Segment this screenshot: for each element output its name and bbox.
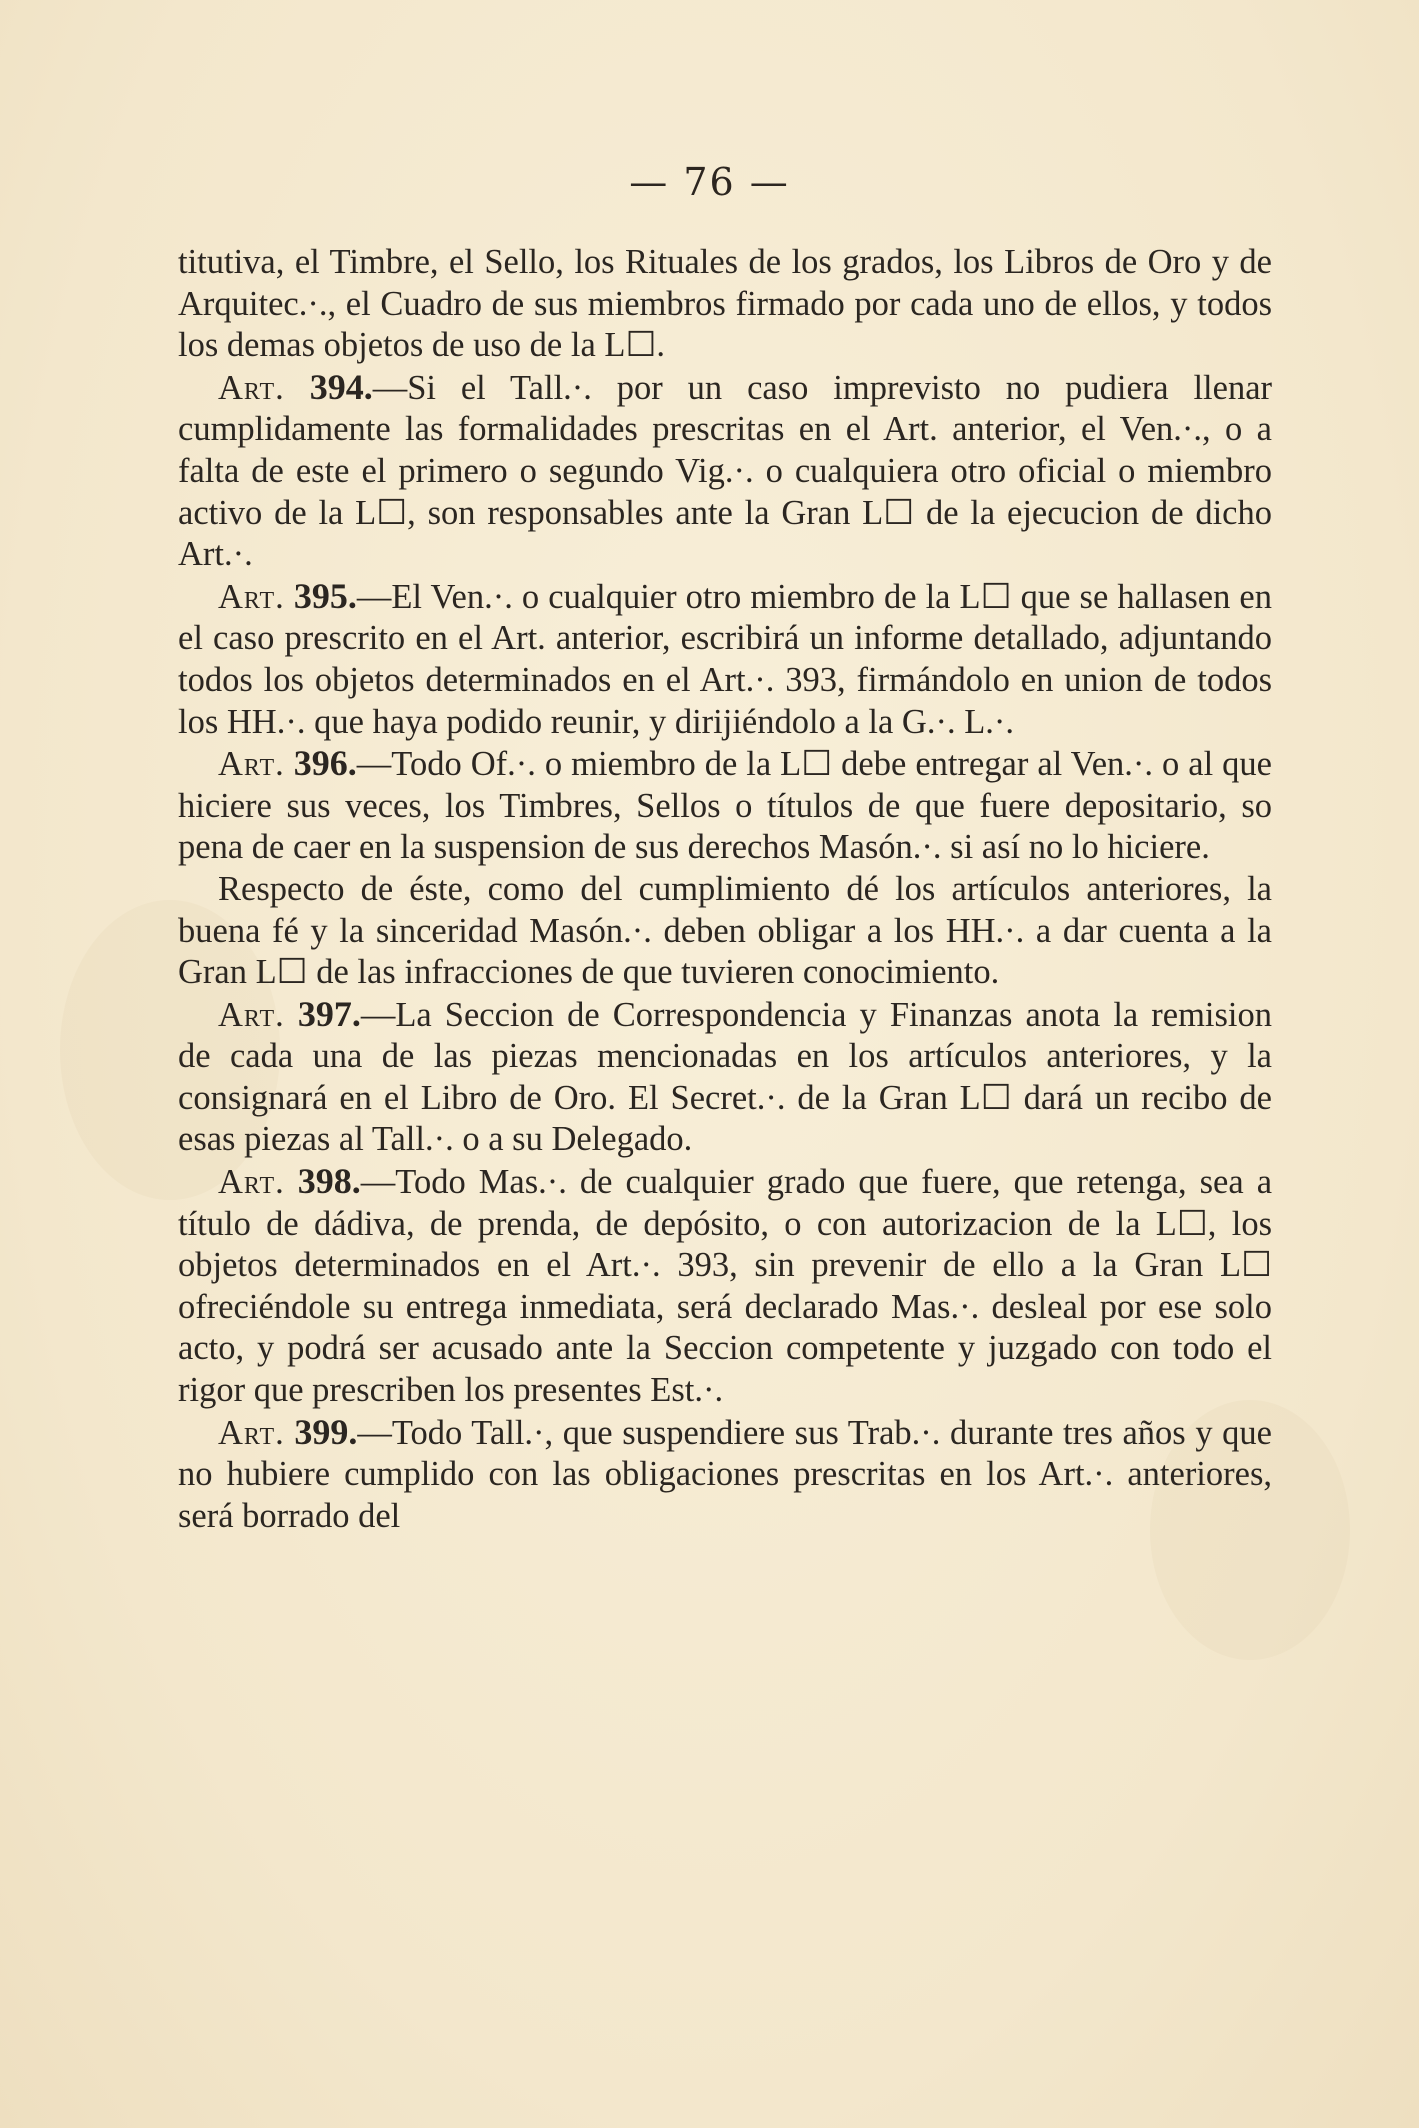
article-label: Art. bbox=[218, 995, 285, 1034]
article-number: 397. bbox=[297, 993, 361, 1034]
article-label: Art. bbox=[218, 368, 285, 407]
article-text: —Todo Mas.·. de cualquier grado que fuere, que retenga, sea a título de dádiva, de prenda, de depósito, o con autorizacion de la L☐, los objetos determinados en el Art.·. 393, sin prevenir de ello a la Gran L☐ ofreciéndole su entrega inmediata, será declarado Mas.·. desleal por ese solo acto, y podrá ser acusado ante la Seccion competente y juzgado con todo el rigor que prescriben los presentes Est.·. bbox=[178, 1163, 1273, 1410]
article-399 bbox=[178, 1412, 1272, 1538]
article-number: 399. bbox=[294, 1411, 358, 1452]
paragraph-respecto bbox=[178, 869, 1272, 994]
page-number: — 76 — bbox=[629, 160, 790, 204]
article-395 bbox=[178, 576, 1272, 743]
article-text: —Todo Tall.·, que suspendiere sus Trab.·. durante tres años y que no hubiere cumplido con las obligaciones prescritas en los Art.·. anteriores, será borrado del bbox=[178, 1413, 1272, 1535]
article-number: 396. bbox=[293, 743, 357, 784]
article-397 bbox=[178, 994, 1272, 1161]
article-label: Art. bbox=[218, 577, 285, 616]
article-text: —Todo Of.·. o miembro de la L☐ debe entregar al Ven.·. o al que hiciere sus veces, los Timbres, Sellos o títulos de que fuere depositario, so pena de caer en la suspension de sus derechos Masón.·. si así no lo hiciere. bbox=[178, 745, 1272, 867]
article-label: Art. bbox=[218, 1413, 285, 1452]
article-text: —El Ven.·. o cualquier otro miembro de la L☐ que se hallasen en el caso prescrito en el Art. anterior, escribirá un informe detallado, adjuntando todos los objetos determinados en el Art.·. 393, firmándolo en union de todos los HH.·. que haya podido reunir, y dirijiéndolo a la G.·. L.·. bbox=[178, 577, 1272, 741]
article-text: —Si el Tall.·. por un caso imprevisto no pudiera llenar cumplidamente las formalidades prescritas en el Art. anterior, el Ven.·., o a falta de este el primero o segundo Vig.·. o cualquiera otro oficial o miembro activo de la L☐, son responsables ante la Gran L☐ de la ejecucion de dicho Art.·. bbox=[178, 368, 1273, 574]
article-number: 398. bbox=[297, 1161, 361, 1202]
article-394 bbox=[178, 367, 1272, 576]
paragraph-continuation bbox=[178, 242, 1272, 367]
article-396 bbox=[178, 743, 1272, 869]
body-text bbox=[178, 242, 1272, 1537]
article-label: Art. bbox=[218, 1163, 285, 1202]
article-number: 394. bbox=[309, 366, 373, 407]
paragraph-text: titutiva, el Timbre, el Sello, los Rituales de los grados, los Libros de Oro y de Arquitec.·., el Cuadro de sus miembros firmado por cada uno de ellos, y todos los demas objetos de uso de la L☐. bbox=[178, 243, 1272, 365]
article-398 bbox=[178, 1161, 1272, 1412]
article-number: 395. bbox=[293, 575, 357, 616]
article-text: —La Seccion de Correspondencia y Finanzas anota la remision de cada una de las piezas mencionadas en los artículos anteriores, y la consignará en el Libro de Oro. El Secret.·. de la Gran L☐ dará un recibo de esas piezas al Tall.·. o a su Delegado. bbox=[178, 995, 1273, 1159]
paragraph-text: Respecto de éste, como del cumplimiento dé los artículos anteriores, la buena fé y la sinceridad Masón.·. deben obligar a los HH.·. a dar cuenta a la Gran L☐ de las infracciones de que tuvieren conocimiento. bbox=[178, 869, 1272, 992]
article-label: Art. bbox=[218, 745, 285, 784]
